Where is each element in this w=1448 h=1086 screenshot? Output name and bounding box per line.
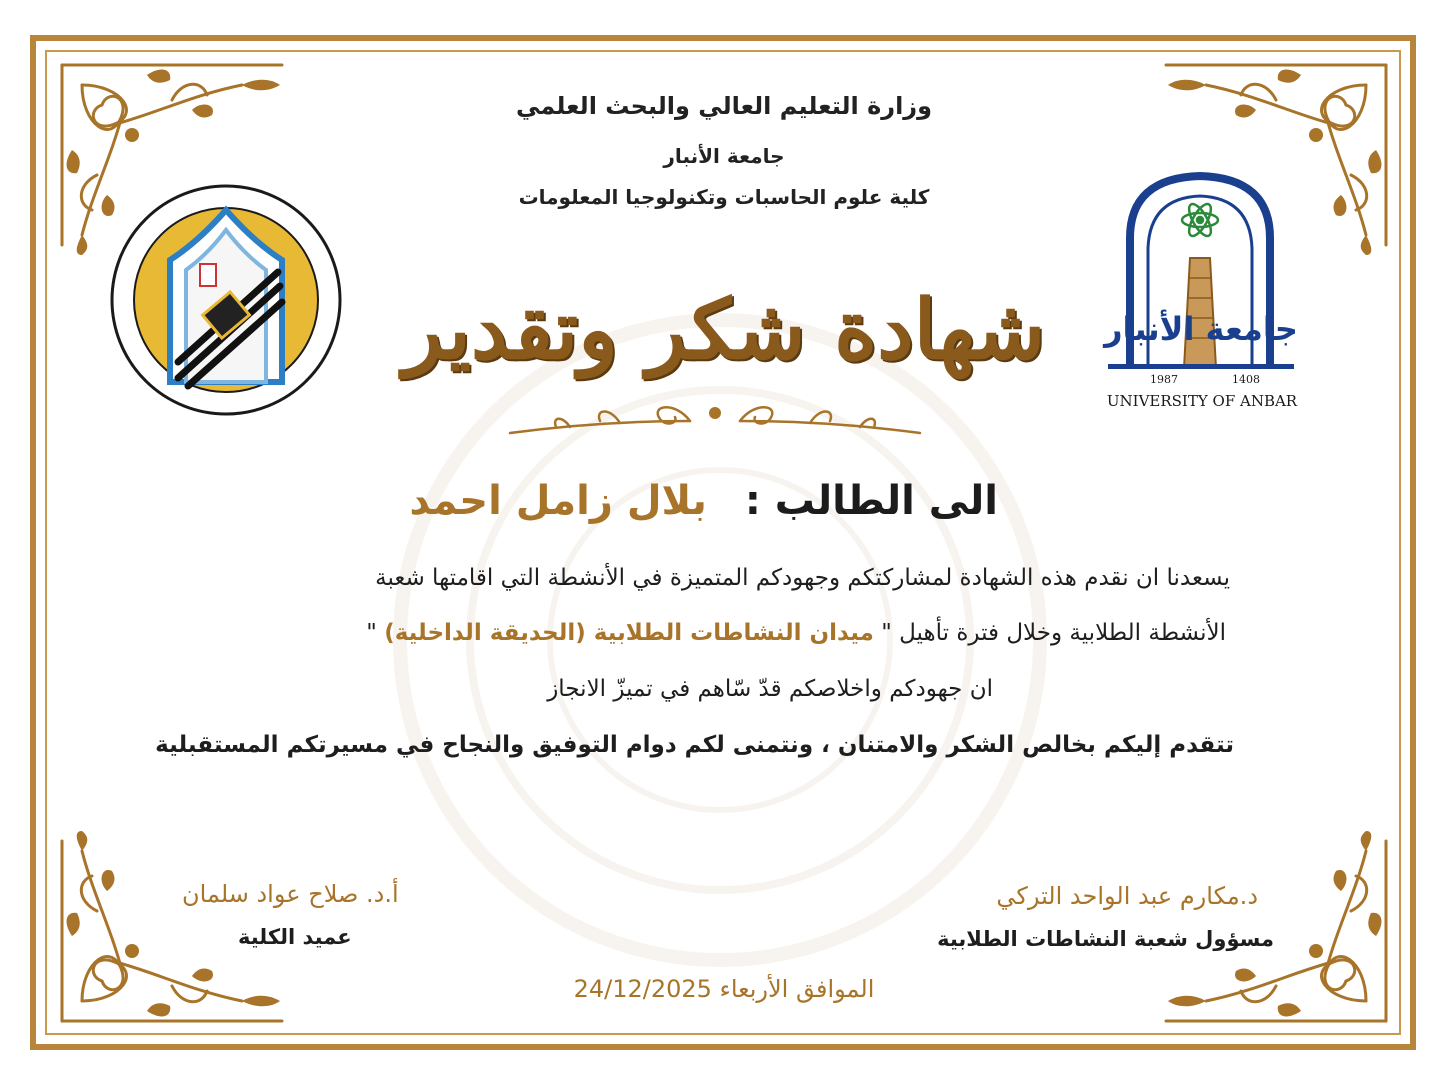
university-logo: [1100, 168, 1300, 418]
university-heading: جامعة الأنبار: [663, 144, 785, 168]
body-line-3: ان جهودكم واخلاصكم قدّ سّاهم في تميزّ الانجاز: [547, 676, 993, 702]
dean-title: عميد الكلية: [238, 925, 352, 949]
body-line-2-pre: الأنشطة الطلابية وخلال فترة تأهيل ": [881, 620, 1226, 646]
body-line-2: [366, 620, 1226, 646]
dean-name: أ.د. صلاح عواد سلمان: [182, 880, 399, 908]
university-caption: UNIVERSITY OF ANBAR: [1106, 392, 1298, 410]
year-gregorian: 1987: [1150, 373, 1178, 386]
college-heading: كلية علوم الحاسبات وتكنولوجيا المعلومات: [518, 185, 930, 209]
recipient-label: الى الطالب :: [744, 478, 998, 524]
body-line-2-post: ": [366, 620, 377, 646]
body-line-1: يسعدنا ان نقدم هذه الشهادة لمشاركتكم وجهودكم المتميزة في الأنشطة التي اقامتها شعبة: [375, 565, 1230, 591]
certificate-date: الموافق الأربعاء 24/12/2025: [573, 975, 875, 1003]
body-line-4: تتقدم إليكم بخالص الشكر والامتنان ، ونتمنى لكم دوام التوفيق والنجاح في مسيرتكم المستقبلية: [155, 732, 1234, 758]
recipient-name: بلال زامل احمد: [409, 478, 707, 524]
recipient-line: [409, 478, 998, 524]
certificate-title: شهادة شكر وتقدير: [402, 282, 1046, 378]
ministry-heading: وزارة التعليم العالي والبحث العلمي: [515, 92, 933, 120]
flourish-divider-icon: [500, 395, 930, 445]
year-hijri: 1408: [1232, 373, 1260, 386]
activities-head-name: د.مكارم عبد الواحد التركي: [996, 882, 1258, 910]
event-name-highlight: ميدان النشاطات الطلابية (الحديقة الداخلية): [384, 620, 874, 646]
activities-head-title: مسؤول شعبة النشاطات الطلابية: [937, 927, 1274, 951]
university-logo-arabic: جامعة الأنبار: [1104, 310, 1298, 348]
atom-icon: [1182, 201, 1218, 239]
